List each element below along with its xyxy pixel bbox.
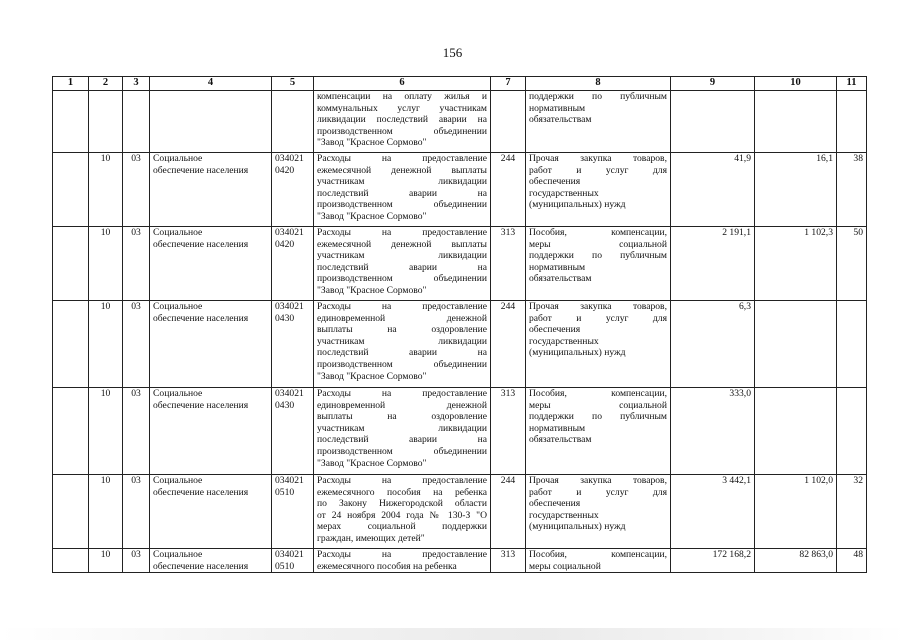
table-row xyxy=(53,388,867,475)
cell-line: меры социальной xyxy=(529,560,601,572)
cell-col-1 xyxy=(53,388,89,475)
cell-col-7: 244 xyxy=(491,301,526,388)
cell-col-5 xyxy=(272,153,314,227)
cell-col-11: 32 xyxy=(837,475,867,549)
cell-col-3: 03 xyxy=(123,153,150,227)
cell-line: меры социальной xyxy=(529,399,667,411)
budget-table xyxy=(52,76,867,573)
cell-col-3: 03 xyxy=(123,301,150,388)
cell-col-4 xyxy=(150,91,272,153)
cell-line: 0430 xyxy=(275,399,295,411)
cell-col-9: 6,3 xyxy=(671,301,755,388)
cell-line: производственном объединении xyxy=(317,125,487,137)
cell-line: работ и услуг для xyxy=(529,312,667,324)
cell-line: обеспечение населения xyxy=(153,312,249,324)
cell-line: 034021 xyxy=(275,549,304,560)
cell-col-7: 313 xyxy=(491,549,526,573)
cell-line: по Закону Нижегородской области xyxy=(317,498,487,510)
cell-line: "Завод "Красное Сормово" xyxy=(317,137,427,149)
cell-col-8 xyxy=(526,227,671,301)
cell-col-11: 48 xyxy=(837,549,867,573)
cell-col-5 xyxy=(272,91,314,153)
cell-col-6 xyxy=(314,301,491,388)
cell-col-10: 16,1 xyxy=(755,153,837,227)
cell-col-10: 1 102,3 xyxy=(755,227,837,301)
cell-col-9: 41,9 xyxy=(671,153,755,227)
cell-col-6 xyxy=(314,475,491,549)
cell-line: обязательствам xyxy=(529,114,592,126)
column-header: 5 xyxy=(272,77,314,91)
cell-col-3: 03 xyxy=(123,475,150,549)
cell-line: Пособия, компенсации, xyxy=(529,388,667,399)
cell-line: производственном объединении xyxy=(317,199,487,211)
cell-line: нормативным xyxy=(529,102,586,114)
cell-col-6 xyxy=(314,549,491,573)
cell-line: ежемесячной денежной выплаты xyxy=(317,238,487,250)
cell-col-11 xyxy=(837,91,867,153)
cell-line: мерах социальной поддержки xyxy=(317,521,487,533)
cell-col-7: 313 xyxy=(491,227,526,301)
cell-col-8 xyxy=(526,301,671,388)
table-row xyxy=(53,227,867,301)
cell-line: Расходы на предоставление xyxy=(317,227,487,238)
cell-line: единовременной денежной xyxy=(317,399,487,411)
cell-line: 0510 xyxy=(275,486,295,498)
cell-col-5 xyxy=(272,549,314,573)
cell-line: "Завод "Красное Сормово" xyxy=(317,370,427,382)
cell-col-8 xyxy=(526,475,671,549)
cell-line: Расходы на предоставление xyxy=(317,549,487,560)
column-header: 4 xyxy=(150,77,272,91)
cell-line: "Завод "Красное Сормово" xyxy=(317,210,427,222)
header-row xyxy=(53,77,867,91)
cell-line: 034021 xyxy=(275,301,304,312)
cell-col-11 xyxy=(837,388,867,475)
page-number: 156 xyxy=(442,45,463,60)
cell-line: выплаты на оздоровление xyxy=(317,411,487,423)
cell-line: обеспечение населения xyxy=(153,164,249,176)
cell-line: 034021 xyxy=(275,388,304,399)
cell-line: обеспечения xyxy=(529,324,581,336)
cell-col-2: 10 xyxy=(89,227,123,301)
cell-col-4 xyxy=(150,549,272,573)
cell-line: Расходы на предоставление xyxy=(317,301,487,312)
cell-col-9: 333,0 xyxy=(671,388,755,475)
cell-line: производственном объединении xyxy=(317,273,487,285)
cell-line: обеспечение населения xyxy=(153,238,249,250)
cell-col-1 xyxy=(53,91,89,153)
cell-col-1 xyxy=(53,153,89,227)
cell-line: последствий аварии на xyxy=(317,187,487,199)
cell-line: последствий аварии на xyxy=(317,347,487,359)
cell-line: участникам ликвидации xyxy=(317,335,487,347)
cell-line: обеспечения xyxy=(529,498,581,510)
cell-line: Социальное xyxy=(153,227,203,238)
cell-col-4 xyxy=(150,388,272,475)
cell-line: участникам ликвидации xyxy=(317,176,487,188)
cell-line: "Завод "Красное Сормово" xyxy=(317,457,427,469)
cell-line: 034021 xyxy=(275,475,304,486)
cell-line: производственном объединении xyxy=(317,358,487,370)
cell-line: последствий аварии на xyxy=(317,434,487,446)
cell-line: участникам ликвидации xyxy=(317,422,487,434)
cell-line: Расходы на предоставление xyxy=(317,388,487,399)
cell-line: "Завод "Красное Сормово" xyxy=(317,284,427,296)
cell-line: Социальное xyxy=(153,301,203,312)
scan-artifact xyxy=(0,628,905,640)
cell-line: обеспечения xyxy=(529,176,581,188)
cell-col-2 xyxy=(89,91,123,153)
column-header: 11 xyxy=(837,77,867,91)
cell-col-11 xyxy=(837,301,867,388)
cell-line: ежемесячного пособия на ребенка xyxy=(317,486,487,498)
table-row xyxy=(53,301,867,388)
table-row xyxy=(53,549,867,573)
column-header: 2 xyxy=(89,77,123,91)
cell-line: (муниципальных) нужд xyxy=(529,199,626,211)
cell-line: участникам ликвидации xyxy=(317,250,487,262)
cell-line: Прочая закупка товаров, xyxy=(529,153,667,164)
cell-line: обязательствам xyxy=(529,273,592,285)
cell-col-1 xyxy=(53,475,89,549)
cell-col-6 xyxy=(314,153,491,227)
cell-col-11: 38 xyxy=(837,153,867,227)
table-row xyxy=(53,153,867,227)
cell-col-6 xyxy=(314,227,491,301)
cell-line: государственных xyxy=(529,187,599,199)
cell-col-3: 03 xyxy=(123,227,150,301)
cell-line: 0430 xyxy=(275,312,295,324)
cell-line: поддержки по публичным xyxy=(529,250,667,262)
cell-col-3 xyxy=(123,91,150,153)
cell-line: нормативным xyxy=(529,261,586,273)
cell-line: 0510 xyxy=(275,560,295,572)
cell-line: работ и услуг для xyxy=(529,164,667,176)
cell-col-5 xyxy=(272,388,314,475)
cell-line: работ и услуг для xyxy=(529,486,667,498)
cell-col-2: 10 xyxy=(89,475,123,549)
cell-col-6 xyxy=(314,388,491,475)
cell-line: Прочая закупка товаров, xyxy=(529,301,667,312)
cell-line: Социальное xyxy=(153,549,203,560)
cell-col-7: 313 xyxy=(491,388,526,475)
cell-col-10 xyxy=(755,301,837,388)
cell-col-2: 10 xyxy=(89,549,123,573)
cell-col-5 xyxy=(272,301,314,388)
cell-col-10 xyxy=(755,91,837,153)
cell-line: обеспечение населения xyxy=(153,560,249,572)
cell-col-4 xyxy=(150,301,272,388)
cell-line: ежемесячного пособия на ребенка xyxy=(317,560,457,572)
cell-col-1 xyxy=(53,301,89,388)
cell-line: 034021 xyxy=(275,153,304,164)
cell-col-3: 03 xyxy=(123,549,150,573)
cell-line: Пособия, компенсации, xyxy=(529,549,667,560)
cell-col-9: 172 168,2 xyxy=(671,549,755,573)
cell-line: обязательствам xyxy=(529,434,592,446)
cell-line: ликвидации последствий аварии на xyxy=(317,114,487,126)
cell-col-4 xyxy=(150,227,272,301)
cell-line: меры социальной xyxy=(529,238,667,250)
cell-line: Прочая закупка товаров, xyxy=(529,475,667,486)
cell-col-8 xyxy=(526,388,671,475)
cell-col-2: 10 xyxy=(89,301,123,388)
cell-col-7 xyxy=(491,91,526,153)
cell-col-1 xyxy=(53,227,89,301)
cell-col-4 xyxy=(150,475,272,549)
cell-line: выплаты на оздоровление xyxy=(317,324,487,336)
cell-line: компенсации на оплату жилья и xyxy=(317,91,487,102)
cell-col-9: 2 191,1 xyxy=(671,227,755,301)
cell-col-5 xyxy=(272,227,314,301)
cell-col-8 xyxy=(526,153,671,227)
cell-col-2: 10 xyxy=(89,388,123,475)
cell-line: 034021 xyxy=(275,227,304,238)
cell-line: коммунальных услуг участникам xyxy=(317,102,487,114)
table-row xyxy=(53,475,867,549)
column-header: 6 xyxy=(314,77,491,91)
cell-line: от 24 ноября 2004 года № 130-З "О xyxy=(317,509,487,521)
cell-line: Социальное xyxy=(153,388,203,399)
column-header: 10 xyxy=(755,77,837,91)
cell-line: поддержки по публичным xyxy=(529,91,667,102)
column-header: 9 xyxy=(671,77,755,91)
cell-col-8 xyxy=(526,549,671,573)
cell-col-10: 82 863,0 xyxy=(755,549,837,573)
cell-line: единовременной денежной xyxy=(317,312,487,324)
cell-col-7: 244 xyxy=(491,475,526,549)
cell-col-9 xyxy=(671,91,755,153)
cell-line: 0420 xyxy=(275,238,295,250)
cell-col-3: 03 xyxy=(123,388,150,475)
cell-col-10 xyxy=(755,388,837,475)
cell-line: граждан, имеющих детей" xyxy=(317,532,425,544)
column-header: 7 xyxy=(491,77,526,91)
cell-line: нормативным xyxy=(529,422,586,434)
cell-col-5 xyxy=(272,475,314,549)
cell-line: обеспечение населения xyxy=(153,486,249,498)
cell-line: Расходы на предоставление xyxy=(317,153,487,164)
cell-col-11: 50 xyxy=(837,227,867,301)
cell-line: поддержки по публичным xyxy=(529,411,667,423)
cell-col-6 xyxy=(314,91,491,153)
cell-line: государственных xyxy=(529,509,599,521)
cell-col-4 xyxy=(150,153,272,227)
cell-col-1 xyxy=(53,549,89,573)
cell-line: 0420 xyxy=(275,164,295,176)
cell-line: последствий аварии на xyxy=(317,261,487,273)
cell-col-2: 10 xyxy=(89,153,123,227)
cell-line: (муниципальных) нужд xyxy=(529,521,626,533)
cell-line: обеспечение населения xyxy=(153,399,249,411)
cell-col-10: 1 102,0 xyxy=(755,475,837,549)
cell-col-9: 3 442,1 xyxy=(671,475,755,549)
column-header: 8 xyxy=(526,77,671,91)
cell-line: государственных xyxy=(529,335,599,347)
cell-line: Социальное xyxy=(153,153,203,164)
cell-line: Расходы на предоставление xyxy=(317,475,487,486)
table-row xyxy=(53,91,867,153)
cell-line: (муниципальных) нужд xyxy=(529,347,626,359)
cell-line: производственном объединении xyxy=(317,445,487,457)
column-header: 3 xyxy=(123,77,150,91)
cell-line: Социальное xyxy=(153,475,203,486)
cell-col-7: 244 xyxy=(491,153,526,227)
cell-line: ежемесячной денежной выплаты xyxy=(317,164,487,176)
column-header: 1 xyxy=(53,77,89,91)
cell-col-8 xyxy=(526,91,671,153)
cell-line: Пособия, компенсации, xyxy=(529,227,667,238)
